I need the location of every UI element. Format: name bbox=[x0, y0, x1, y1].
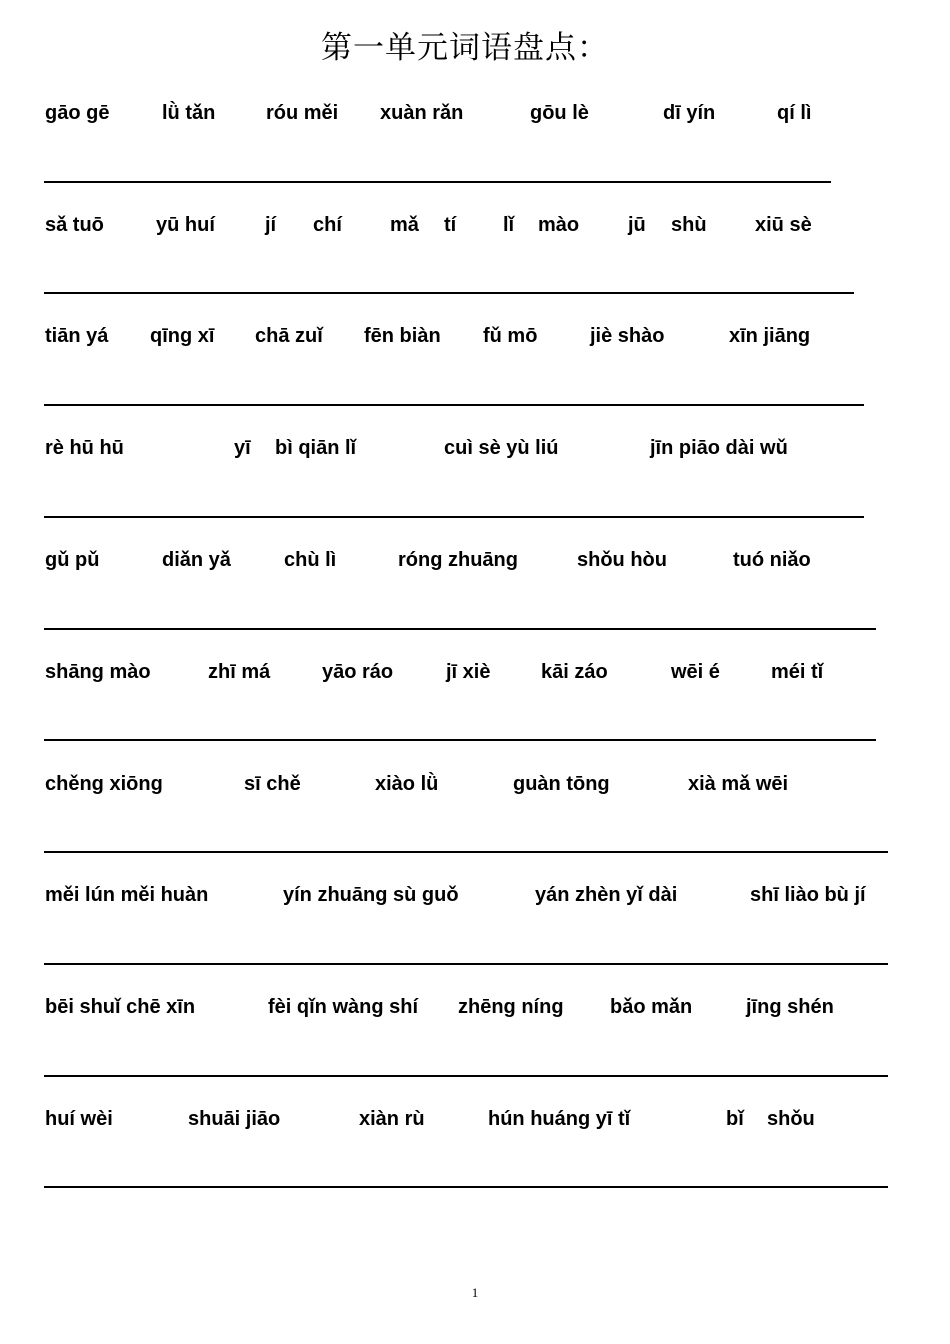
pinyin-word: lǐ bbox=[503, 214, 515, 236]
pinyin-word: xiào lǜ bbox=[375, 773, 439, 795]
pinyin-word: yín zhuāng sù guǒ bbox=[283, 884, 459, 906]
pinyin-word: gǔ pǔ bbox=[45, 549, 100, 571]
pinyin-word: lǜ tǎn bbox=[162, 102, 216, 124]
pinyin-word: fēn biàn bbox=[364, 325, 441, 347]
pinyin-word: róng zhuāng bbox=[398, 549, 518, 571]
pinyin-word: fèi qǐn wàng shí bbox=[268, 996, 419, 1018]
pinyin-word: yāo ráo bbox=[322, 661, 394, 683]
pinyin-word: xuàn rǎn bbox=[380, 102, 464, 124]
pinyin-word: cuì sè yù liú bbox=[444, 437, 559, 459]
pinyin-word: sī chě bbox=[244, 773, 301, 795]
pinyin-word: tiān yá bbox=[45, 325, 109, 347]
pinyin-word: jīn piāo dài wǔ bbox=[650, 437, 788, 459]
pinyin-row-5 bbox=[0, 548, 950, 588]
pinyin-word: gāo gē bbox=[45, 102, 110, 124]
pinyin-word: fǔ mō bbox=[483, 325, 538, 347]
pinyin-row-1 bbox=[0, 101, 950, 141]
writing-line bbox=[44, 516, 864, 518]
pinyin-word: mào bbox=[538, 214, 580, 236]
page-number: 1 bbox=[471, 1285, 479, 1300]
pinyin-word: měi lún měi huàn bbox=[45, 884, 209, 906]
writing-line bbox=[44, 851, 888, 853]
writing-line bbox=[44, 292, 854, 294]
pinyin-word: xiū sè bbox=[755, 214, 812, 236]
pinyin-word: bǐ bbox=[726, 1108, 744, 1130]
pinyin-word: tuó niǎo bbox=[733, 549, 811, 571]
pinyin-row-3 bbox=[0, 324, 950, 364]
pinyin-word: rè hū hū bbox=[45, 437, 124, 459]
writing-line bbox=[44, 1075, 888, 1077]
page-title: 第一单元词语盘点： bbox=[321, 30, 609, 66]
pinyin-word: yán zhèn yǐ dài bbox=[535, 884, 678, 906]
pinyin-word: shuāi jiāo bbox=[188, 1108, 281, 1130]
pinyin-row-9 bbox=[0, 995, 950, 1035]
writing-line bbox=[44, 404, 864, 406]
writing-line bbox=[44, 739, 876, 741]
pinyin-word: qīng xī bbox=[150, 325, 215, 347]
pinyin-word: jū bbox=[628, 214, 646, 236]
pinyin-word: sǎ tuō bbox=[45, 214, 104, 236]
pinyin-word: xiàn rù bbox=[359, 1108, 425, 1130]
pinyin-word: jiè shào bbox=[590, 325, 665, 347]
pinyin-word: shù bbox=[671, 214, 707, 236]
pinyin-word: dī yín bbox=[663, 102, 716, 124]
pinyin-word: shǒu hòu bbox=[577, 549, 667, 571]
pinyin-word: guàn tōng bbox=[513, 773, 610, 795]
pinyin-word: hún huáng yī tǐ bbox=[488, 1108, 631, 1130]
pinyin-word: zhī má bbox=[208, 661, 271, 683]
pinyin-word: chěng xiōng bbox=[45, 773, 163, 795]
pinyin-word: xià mǎ wēi bbox=[688, 773, 789, 795]
pinyin-word: mǎ bbox=[390, 214, 419, 236]
pinyin-row-8 bbox=[0, 883, 950, 923]
pinyin-word: kāi záo bbox=[541, 661, 608, 683]
pinyin-word: bǎo mǎn bbox=[610, 996, 693, 1018]
pinyin-word: tí bbox=[444, 214, 457, 236]
pinyin-word: chù lì bbox=[284, 549, 337, 571]
pinyin-row-10 bbox=[0, 1107, 950, 1147]
writing-line bbox=[44, 628, 876, 630]
pinyin-word: shāng mào bbox=[45, 661, 151, 683]
pinyin-word: chí bbox=[313, 214, 342, 236]
pinyin-word: chā zuǐ bbox=[255, 325, 323, 347]
pinyin-row-2 bbox=[0, 213, 950, 253]
pinyin-word: gōu lè bbox=[530, 102, 589, 124]
writing-line bbox=[44, 181, 831, 183]
pinyin-word: yū huí bbox=[156, 214, 215, 236]
writing-line bbox=[44, 1186, 888, 1188]
pinyin-word: jīng shén bbox=[746, 996, 834, 1018]
pinyin-word: róu měi bbox=[266, 102, 339, 124]
pinyin-word: wēi é bbox=[671, 661, 720, 683]
pinyin-word: diǎn yǎ bbox=[162, 549, 231, 571]
pinyin-word: qí lì bbox=[777, 102, 812, 124]
pinyin-word: shī liào bù jí bbox=[750, 884, 866, 906]
pinyin-row-4 bbox=[0, 436, 950, 476]
pinyin-row-7 bbox=[0, 772, 950, 812]
pinyin-word: shǒu bbox=[767, 1108, 815, 1130]
pinyin-word: bēi shuǐ chē xīn bbox=[45, 996, 196, 1018]
pinyin-word: bì qiān lǐ bbox=[275, 437, 357, 459]
pinyin-word: jī xiè bbox=[446, 661, 491, 683]
pinyin-word: xīn jiāng bbox=[729, 325, 811, 347]
pinyin-word: zhēng níng bbox=[458, 996, 564, 1018]
pinyin-word: jí bbox=[265, 214, 277, 236]
pinyin-word: méi tǐ bbox=[771, 661, 824, 683]
writing-line bbox=[44, 963, 888, 965]
pinyin-word: yī bbox=[234, 437, 251, 459]
pinyin-row-6 bbox=[0, 660, 950, 700]
pinyin-word: huí wèi bbox=[45, 1108, 113, 1130]
